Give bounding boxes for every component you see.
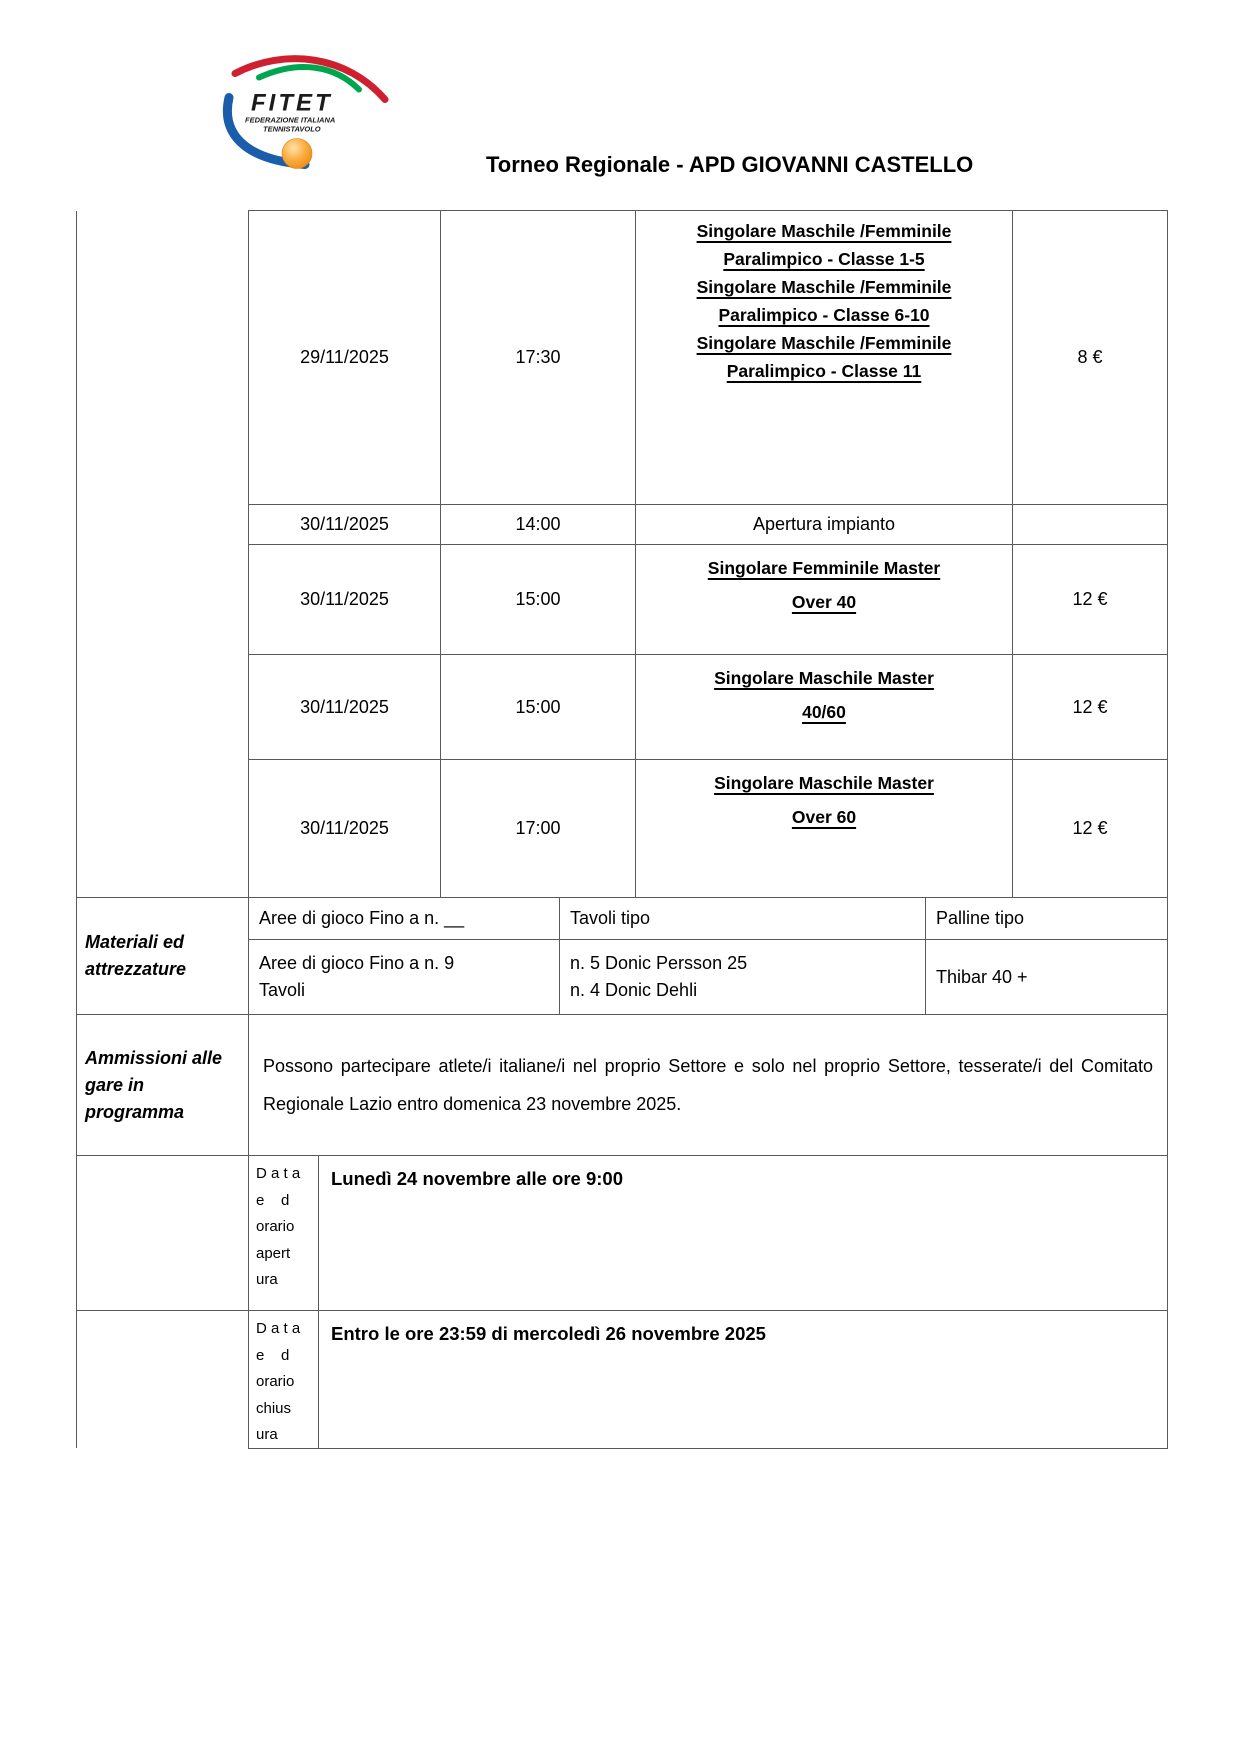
admissions-text-cell — [248, 1014, 1168, 1155]
opening-value: Lunedì 24 novembre alle ore 9:00 — [318, 1155, 1168, 1310]
event-cell — [635, 545, 1012, 655]
closing-label: D a t a e d orario chius ura — [248, 1310, 318, 1448]
time-cell: 17:00 — [440, 760, 635, 897]
date-cell: 30/11/2025 — [248, 760, 440, 897]
date-cell: 30/11/2025 — [248, 505, 440, 545]
table-bottom-border — [248, 1448, 1168, 1449]
play-areas-value: Aree di gioco Fino a n. 9 Tavoli — [248, 940, 559, 1014]
event-line: Over 40 — [791, 592, 857, 612]
balls-type-value: Thibar 40 + — [925, 940, 1168, 1014]
date-cell: 29/11/2025 — [248, 210, 440, 505]
play-areas-header: Aree di gioco Fino a n. __ — [248, 897, 559, 940]
event-line: Singolare Maschile /Femminile — [696, 277, 952, 297]
fee-cell: 12 € — [1012, 545, 1168, 655]
event-line: Paralimpico - Classe 1-5 — [723, 249, 925, 269]
balls-type-header: Palline tipo — [925, 897, 1168, 940]
logo-subtitle2: TENNISTAVOLO — [263, 124, 321, 134]
time-cell: 15:00 — [440, 545, 635, 655]
fee-cell: 8 € — [1012, 210, 1168, 505]
event-cell — [635, 760, 1012, 897]
time-cell: 17:30 — [440, 210, 635, 505]
logo-subtitle1: FEDERAZIONE ITALIANA — [245, 115, 336, 125]
event-cell — [635, 655, 1012, 760]
logo-brand-text: FITET — [251, 89, 333, 117]
event-line: Paralimpico - Classe 6-10 — [718, 305, 930, 325]
closing-value: Entro le ore 23:59 di mercoledì 26 novembre 2025 — [318, 1310, 1168, 1448]
tables-type-header: Tavoli tipo — [559, 897, 925, 940]
fee-cell: 12 € — [1012, 655, 1168, 760]
fitet-logo — [215, 46, 395, 174]
admissions-text: Possono partecipare atlete/i italiane/i nel proprio Settore e solo nel proprio Settore, tesserate/i del Comitato Regionale Lazio entro domenica 23 novembre 2025. — [263, 1056, 1153, 1114]
page-title: Torneo Regionale - APD GIOVANNI CASTELLO — [486, 152, 974, 177]
event-line: Singolare Maschile Master — [714, 773, 934, 793]
materials-section — [76, 897, 1168, 1014]
event-line: Singolare Maschile /Femminile — [696, 333, 952, 353]
date-cell: 30/11/2025 — [248, 545, 440, 655]
registration-opening-row — [76, 1155, 1168, 1310]
date-cell: 30/11/2025 — [248, 655, 440, 760]
event-line: Singolare Femminile Master — [707, 558, 941, 578]
event-line: Paralimpico - Classe 11 — [726, 361, 922, 381]
schedule-table — [248, 210, 1168, 897]
tables-type-value: n. 5 Donic Persson 25 n. 4 Donic Dehli — [559, 940, 925, 1014]
event-cell: Apertura impianto — [635, 505, 1012, 545]
event-cell — [635, 210, 1012, 505]
logo-ball — [282, 139, 312, 169]
admissions-label: Ammissioni alle gare in programma — [76, 1014, 248, 1155]
time-cell: 14:00 — [440, 505, 635, 545]
event-line: Over 60 — [791, 807, 857, 827]
event-line: 40/60 — [802, 702, 846, 722]
event-line: Singolare Maschile Master — [714, 668, 934, 688]
time-cell: 15:00 — [440, 655, 635, 760]
registration-closing-row — [76, 1310, 1168, 1448]
event-line: Singolare Maschile /Femminile — [696, 221, 952, 241]
fee-cell — [1012, 505, 1168, 545]
opening-label: D a t a e d orario apert ura — [248, 1155, 318, 1310]
fee-cell: 12 € — [1012, 760, 1168, 897]
empty-label-cell — [76, 1155, 248, 1310]
empty-label-cell — [76, 1310, 248, 1448]
admissions-section — [76, 1014, 1168, 1155]
materials-label: Materiali ed attrezzature — [76, 897, 248, 1014]
